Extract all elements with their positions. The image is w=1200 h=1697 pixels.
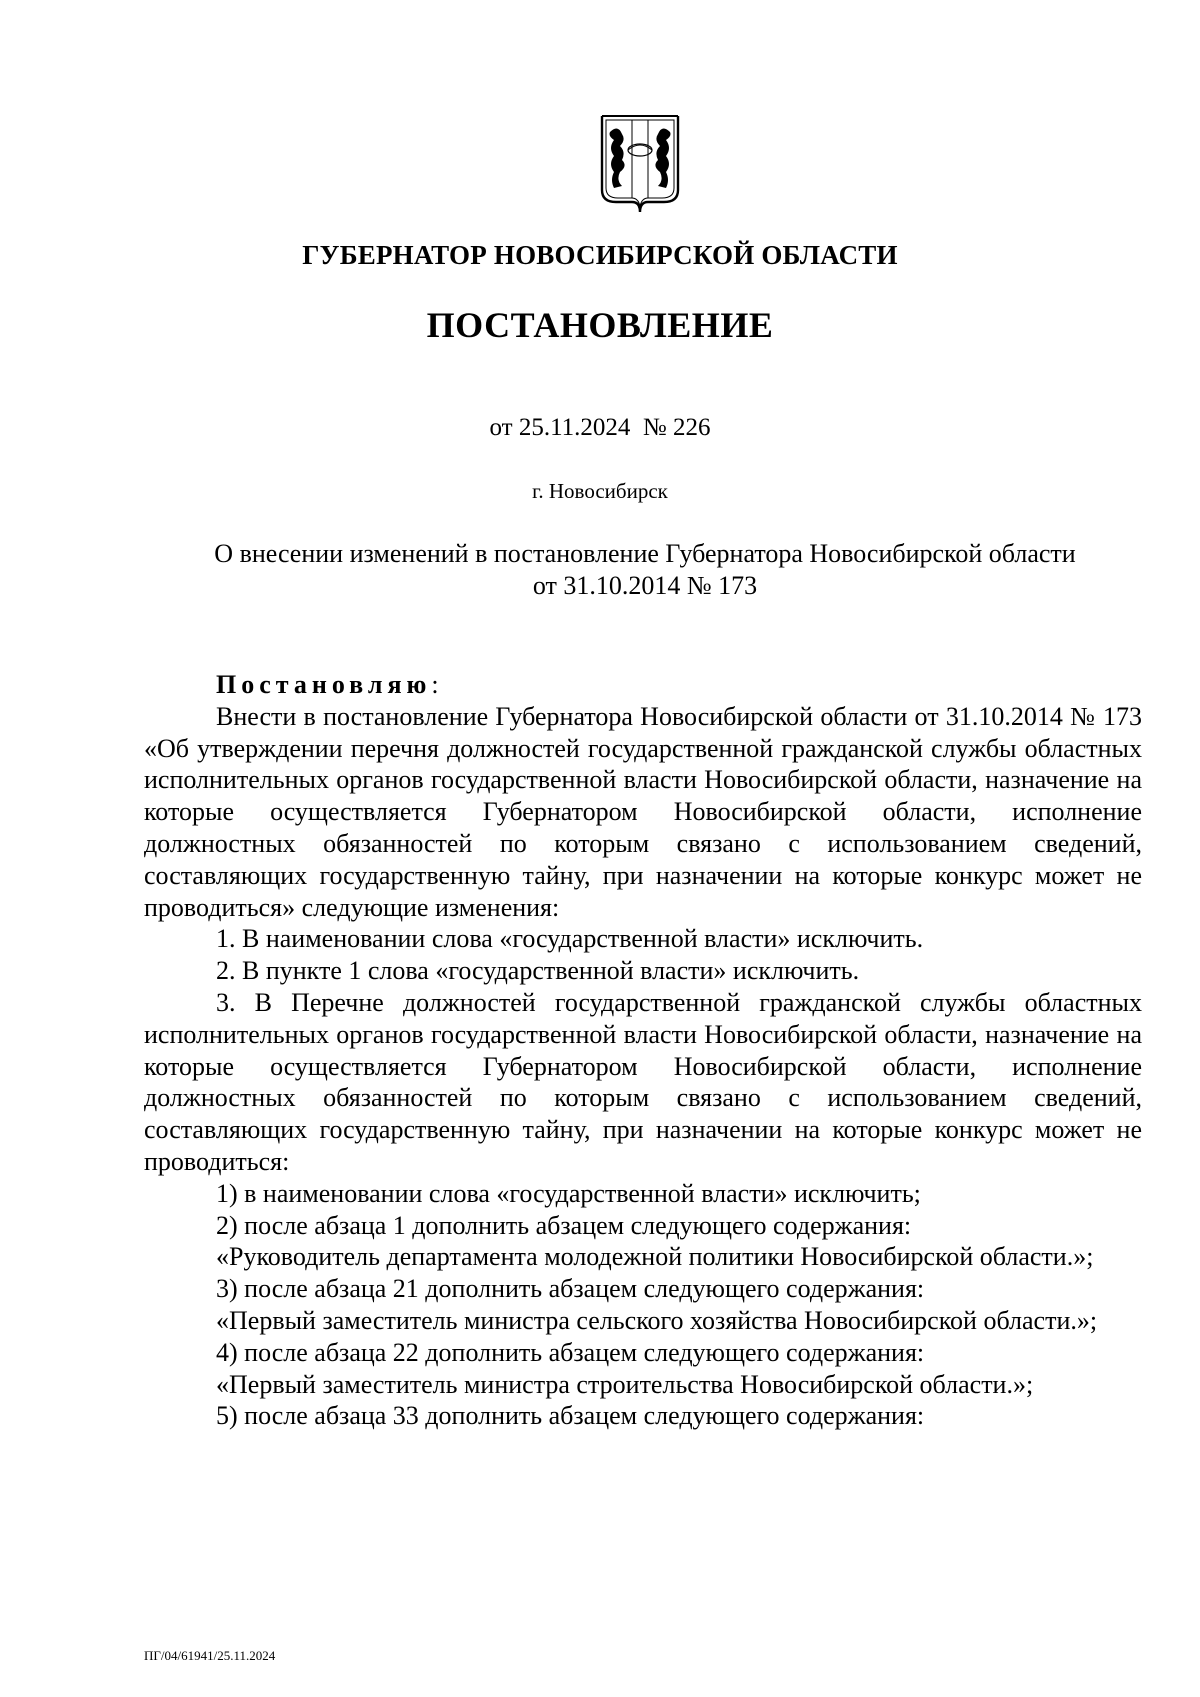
body-paragraph: 1. В наименовании слова «государственной власти» исключить. (216, 924, 924, 954)
body-paragraph: 1) в наименовании слова «государственной власти» исключить; (216, 1178, 921, 1208)
coat-of-arms-emblem (596, 110, 684, 216)
body-paragraph: 5) после абзаца 33 дополнить абзацем следующего содержания: (216, 1401, 925, 1431)
body-paragraph: 3) после абзаца 21 дополнить абзацем следующего содержания: (216, 1274, 925, 1304)
body-paragraph: Внести в постановление Губернатора Новосибирской области от 31.10.2014 № 173 «Об утверждении перечня должностей государственной гражданской службы областных исполнительных органов государственной власти Новосибирской области, назначение на которые осуществляется Губернатором Новосибирской области, исполнение должностных обязанностей по которым связано с использованием сведений, составляющих государственную тайну, при назначении на которые конкурс может не проводиться» следующие изменения: (144, 701, 1142, 922)
document-date-number: от 25.11.2024 № 226 (489, 414, 711, 441)
body-paragraph: 2) после абзаца 1 дополнить абзацем следующего содержания: (216, 1210, 912, 1240)
decree-colon: : (431, 670, 439, 699)
document-city: г. Новосибирск (532, 479, 668, 503)
decree-word (144, 669, 1142, 701)
document-subject (150, 538, 1140, 602)
body-paragraph: 3. В Перечне должностей государственной гражданской службы областных исполнительных органов государственной власти Новосибирской области, назначение на которые осуществляется Губернатором Новосибирской области, исполнение должностных обязанностей по которым связано с использованием сведений, составляющих государственную тайну, при назначении на которые конкурс может не проводиться: (144, 987, 1142, 1176)
decree-word-text: Постановляю (216, 670, 432, 699)
body-paragraph: «Первый заместитель министра сельского хозяйства Новосибирской области.»; (216, 1305, 1098, 1335)
subject-line-1: О внесении изменений в постановление Губернатора Новосибирской области (214, 539, 1076, 568)
document-type: ПОСТАНОВЛЕНИЕ (426, 305, 774, 345)
coat-of-arms-icon (596, 110, 684, 216)
body-paragraph: «Первый заместитель министра строительства Новосибирской области.»; (216, 1369, 1034, 1399)
footer-document-code: ПГ/04/61941/25.11.2024 (144, 1648, 276, 1663)
body-paragraph: 2. В пункте 1 слова «государственной власти» исключить. (216, 956, 860, 986)
subject-line-2: от 31.10.2014 № 173 (532, 571, 758, 600)
body-paragraph: «Руководитель департамента молодежной политики Новосибирской области.»; (216, 1242, 1094, 1272)
document-body (144, 669, 1142, 1432)
issuing-authority: ГУБЕРНАТОР НОВОСИБИРСКОЙ ОБЛАСТИ (302, 240, 898, 270)
body-paragraph: 4) после абзаца 22 дополнить абзацем следующего содержания: (216, 1337, 925, 1367)
